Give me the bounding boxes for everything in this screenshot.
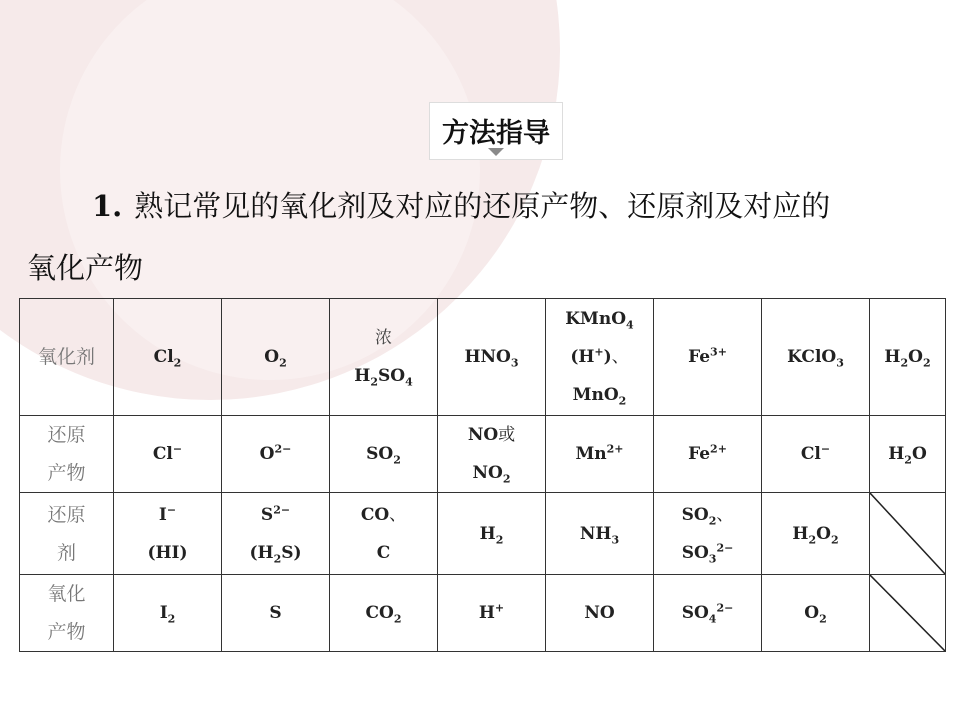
- table-cell: I− (HI): [114, 493, 222, 575]
- table-cell: KClO$_3$: [762, 299, 870, 416]
- table-row: [20, 575, 946, 652]
- table-cell: $CO_2$: [330, 575, 438, 652]
- table-cell: S: [222, 575, 330, 652]
- empty-diagonal-cell: [870, 575, 946, 652]
- empty-diagonal-cell: [870, 493, 946, 575]
- table-cell: $Cl_2$: [114, 299, 222, 416]
- table-cell: $Fe^{2+}$: [654, 416, 762, 493]
- table-cell: $H_2O$: [870, 416, 946, 493]
- table-row: [20, 416, 946, 493]
- table-cell: Cl−: [762, 416, 870, 493]
- method-guide-badge: [429, 102, 563, 160]
- table-cell: $Fe^{3+}$: [654, 299, 762, 416]
- triangle-down-icon: [488, 148, 504, 156]
- table-cell: NO: [546, 575, 654, 652]
- table-cell: $SO_4^{2-}$: [654, 575, 762, 652]
- table-cell: H+: [438, 575, 546, 652]
- row-header-oxidant: 氧化剂: [20, 299, 114, 416]
- table-cell: $H_2O_2$: [762, 493, 870, 575]
- table-cell: $S^{2-}$ $(H_2S)$: [222, 493, 330, 575]
- row-header-reductant: 还原 剂: [20, 493, 114, 575]
- table-cell: $I_2$: [114, 575, 222, 652]
- badge-label: 方法指导: [442, 118, 550, 149]
- table-cell: $O^{2-}$: [222, 416, 330, 493]
- table-cell: Cl−: [114, 416, 222, 493]
- heading-line2: 氧化产物: [27, 251, 144, 285]
- table-row: [20, 299, 946, 416]
- table-cell: $O_2$: [222, 299, 330, 416]
- table-cell: $H_2O_2$: [870, 299, 946, 416]
- table-cell: $HNO_3$: [438, 299, 546, 416]
- table-cell: NO或 $NO_2$: [438, 416, 546, 493]
- table-cell: 浓 $H_2SO_4$: [330, 299, 438, 416]
- table-cell: $NH_3$: [546, 493, 654, 575]
- row-header-oxidation-product: 氧化 产物: [20, 575, 114, 652]
- section-heading: [92, 184, 952, 225]
- table-row: [20, 493, 946, 575]
- heading-line1: 熟记常见的氧化剂及对应的还原产物、还原剂及对应的: [134, 189, 831, 223]
- table-cell: $SO_2$、 $SO_3^{2-}$: [654, 493, 762, 575]
- redox-table: [19, 298, 946, 652]
- table-cell: CO、 C: [330, 493, 438, 575]
- table-cell: $Mn^{2+}$: [546, 416, 654, 493]
- table-cell: $SO_2$: [330, 416, 438, 493]
- table-cell: $H_2$: [438, 493, 546, 575]
- row-header-reduction-product: 还原 产物: [20, 416, 114, 493]
- table-cell: $O_2$: [762, 575, 870, 652]
- section-number: 1.: [92, 189, 123, 223]
- table-cell: KMnO$_4$ (H+)、 MnO$_2$: [546, 299, 654, 416]
